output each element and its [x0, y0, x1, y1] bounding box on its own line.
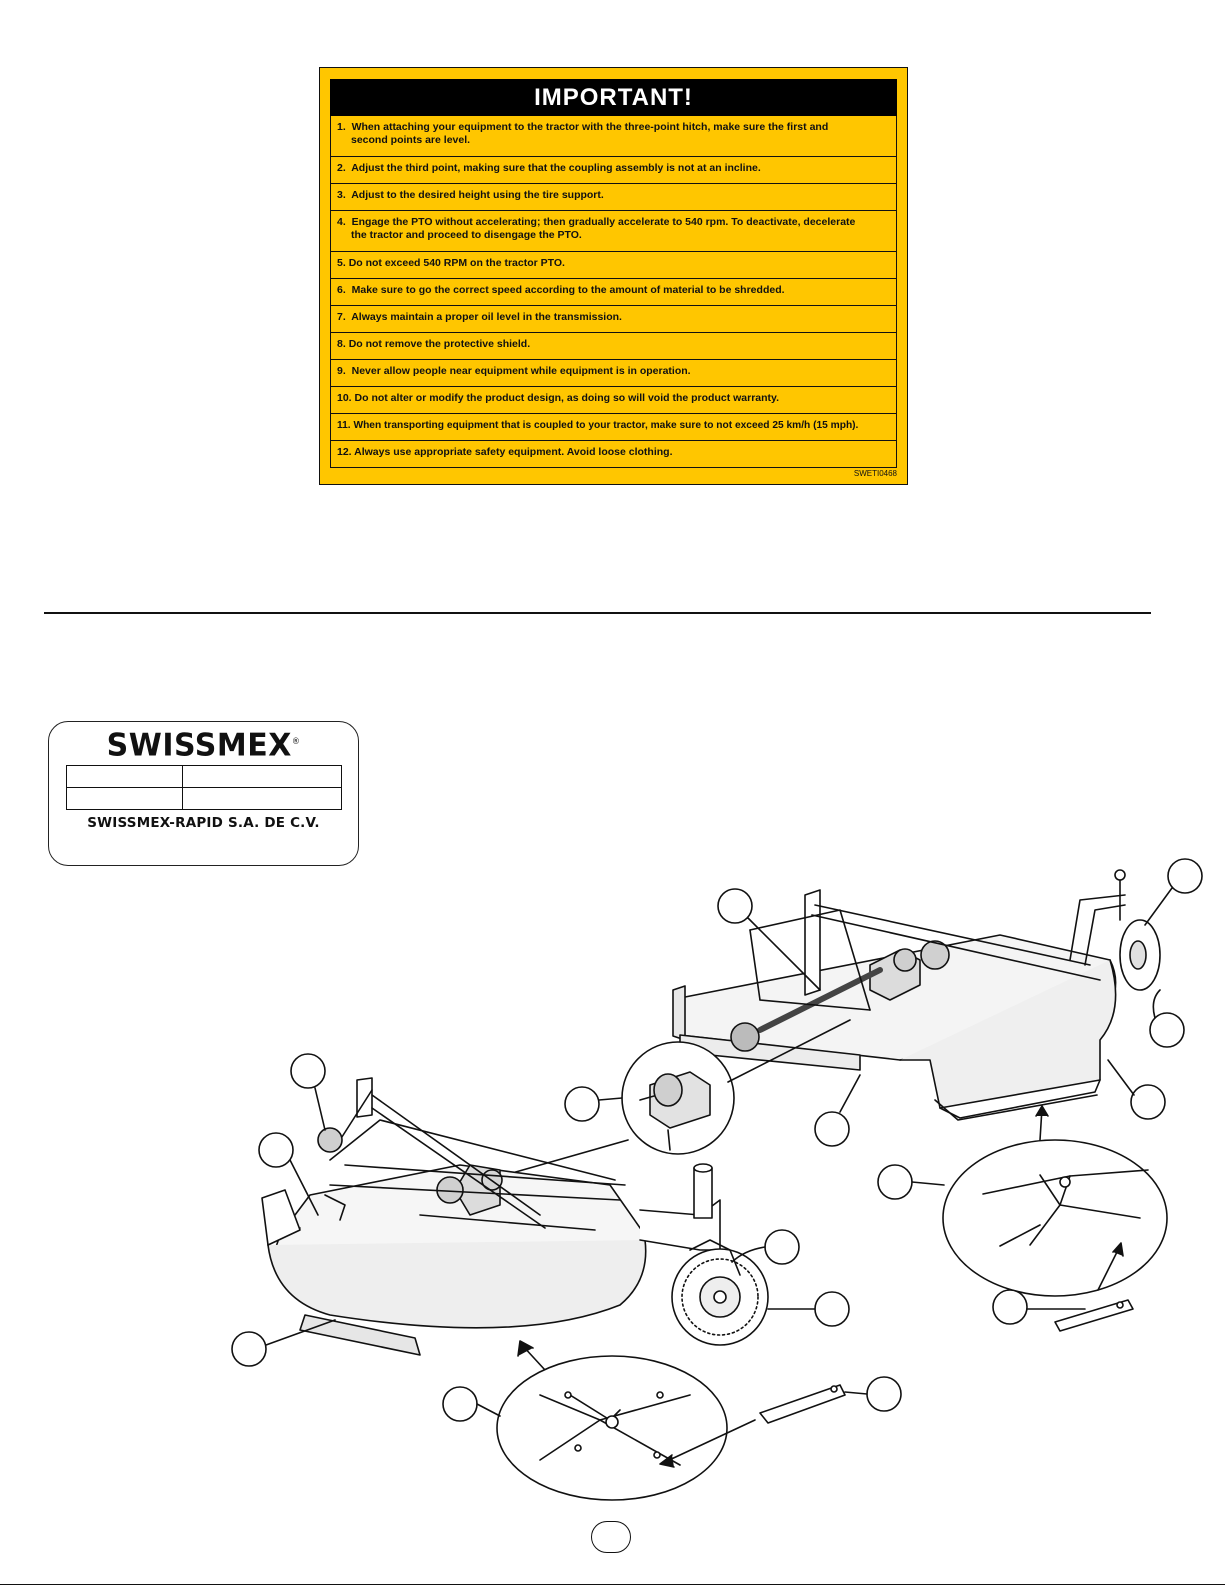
decal-item [330, 252, 897, 279]
brand-logo [49, 727, 358, 764]
decal-item [330, 333, 897, 360]
item-number: 9. [337, 365, 346, 377]
item-number: 11. [337, 420, 351, 431]
nameplate-cell [67, 766, 183, 788]
item-number: 10. [337, 392, 352, 404]
decal-item [330, 184, 897, 211]
item-text: Always maintain a proper oil level in the transmission. [351, 311, 622, 323]
nameplate-cell [182, 788, 342, 810]
item-number: 12. [337, 446, 352, 458]
item-text: Never allow people near equipment while equipment is in operation. [351, 365, 691, 377]
decal-item [330, 414, 897, 441]
bottom-rule [0, 1584, 1225, 1585]
nameplate-cell [67, 788, 183, 810]
blade-carrier-detail-icon [878, 1106, 1167, 1296]
tail-wheel-icon [672, 1240, 768, 1345]
nameplate-cell [182, 766, 342, 788]
item-text: Adjust the third point, making sure that the coupling assembly is not at an incline. [351, 162, 761, 174]
item-number: 1. [337, 121, 346, 133]
brand-name: SWISSMEX [106, 727, 292, 764]
company-name: SWISSMEX-RAPID S.A. DE C.V. [87, 815, 320, 831]
page-number [591, 1521, 631, 1553]
decal-rows [330, 116, 897, 468]
decal-item [330, 116, 897, 157]
item-text: Adjust to the desired height using the tire support. [351, 189, 604, 201]
decal-code: SWETI0468 [853, 469, 897, 478]
decal-item [330, 387, 897, 414]
item-text-cont: the tractor and proceed to disengage the PTO. [351, 229, 582, 241]
item-text: When transporting equipment that is coupled to your tractor, make sure to not exceed 25 km/h (15 mph). [353, 420, 859, 431]
section-divider [44, 612, 1151, 614]
decal-item [330, 441, 897, 468]
decal-item [330, 360, 897, 387]
item-number: 3. [337, 189, 346, 201]
blade-carrier-detail-icon [443, 1356, 727, 1500]
rotary-cutter-illustration [0, 850, 1225, 1550]
item-text: Do not alter or modify the product design, as doing so will void the product warranty. [354, 392, 780, 404]
decal-item [330, 157, 897, 184]
item-number: 4. [337, 216, 346, 228]
item-number: 2. [337, 162, 346, 174]
decal-item [330, 306, 897, 333]
decal-header: IMPORTANT! [330, 79, 897, 116]
item-text-cont: second points are level. [351, 134, 471, 146]
item-number: 5. [337, 257, 346, 269]
serial-nameplate [48, 721, 359, 866]
item-text: Do not remove the protective shield. [348, 338, 531, 350]
registered-mark: ® [291, 736, 301, 747]
item-text: Always use appropriate safety equipment. Avoid loose clothing. [354, 446, 673, 458]
item-text: When attaching your equipment to the tractor with the three-point hitch, make sure the first and [351, 121, 829, 133]
decal-item [330, 211, 897, 252]
item-number: 6. [337, 284, 346, 296]
item-text: Make sure to go the correct speed according to the amount of material to be shredded. [351, 284, 785, 296]
item-number: 8. [337, 338, 346, 350]
important-decal [319, 67, 908, 485]
nameplate-fields [66, 765, 342, 810]
decal-item [330, 279, 897, 306]
item-text: Engage the PTO without accelerating; then gradually accelerate to 540 rpm. To deactivate, decelerate [351, 216, 856, 228]
item-number: 7. [337, 311, 346, 323]
item-text: Do not exceed 540 RPM on the tractor PTO. [348, 257, 565, 269]
